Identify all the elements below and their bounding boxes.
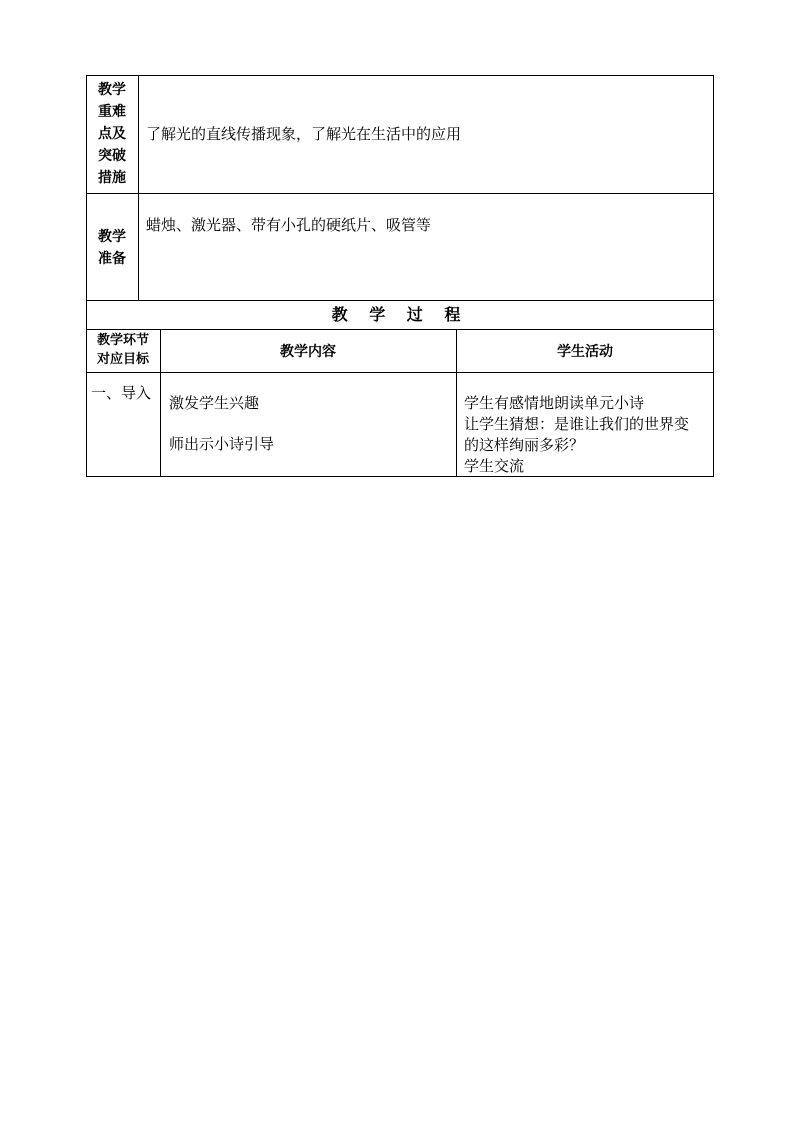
stage-cell: 一、导入 — [91, 384, 152, 402]
activity-line: 学生交流 — [464, 457, 525, 475]
activity-line: 学生有感情地朗读单元小诗 — [464, 394, 645, 412]
row-divider — [86, 372, 714, 373]
column-divider — [138, 75, 139, 300]
content-line: 激发学生兴趣 — [169, 394, 260, 412]
process-title: 教 学 过 程 — [331, 305, 469, 324]
preparation-content: 蜡烛、激光器、带有小孔的硬纸片、吸管等 — [146, 216, 432, 234]
preparation-label: 教学 准备 — [98, 229, 126, 267]
content-header: 教学内容 — [280, 344, 336, 360]
row-divider — [86, 193, 714, 194]
key-points-content: 了解光的直线传播现象，了解光在生活中的应用 — [146, 125, 462, 143]
content-line: 师出示小诗引导 — [169, 435, 275, 453]
stage-header: 教学环节 对应目标 — [96, 333, 149, 367]
key-points-label: 教学 重难 点及 突破 措施 — [98, 82, 126, 186]
activity-line: 让学生猜想：是谁让我们的世界变 — [464, 415, 690, 433]
row-divider — [86, 329, 714, 330]
activity-line: 的这样绚丽多彩？ — [464, 436, 585, 454]
row-divider — [86, 300, 714, 301]
activity-header: 学生活动 — [557, 344, 613, 360]
